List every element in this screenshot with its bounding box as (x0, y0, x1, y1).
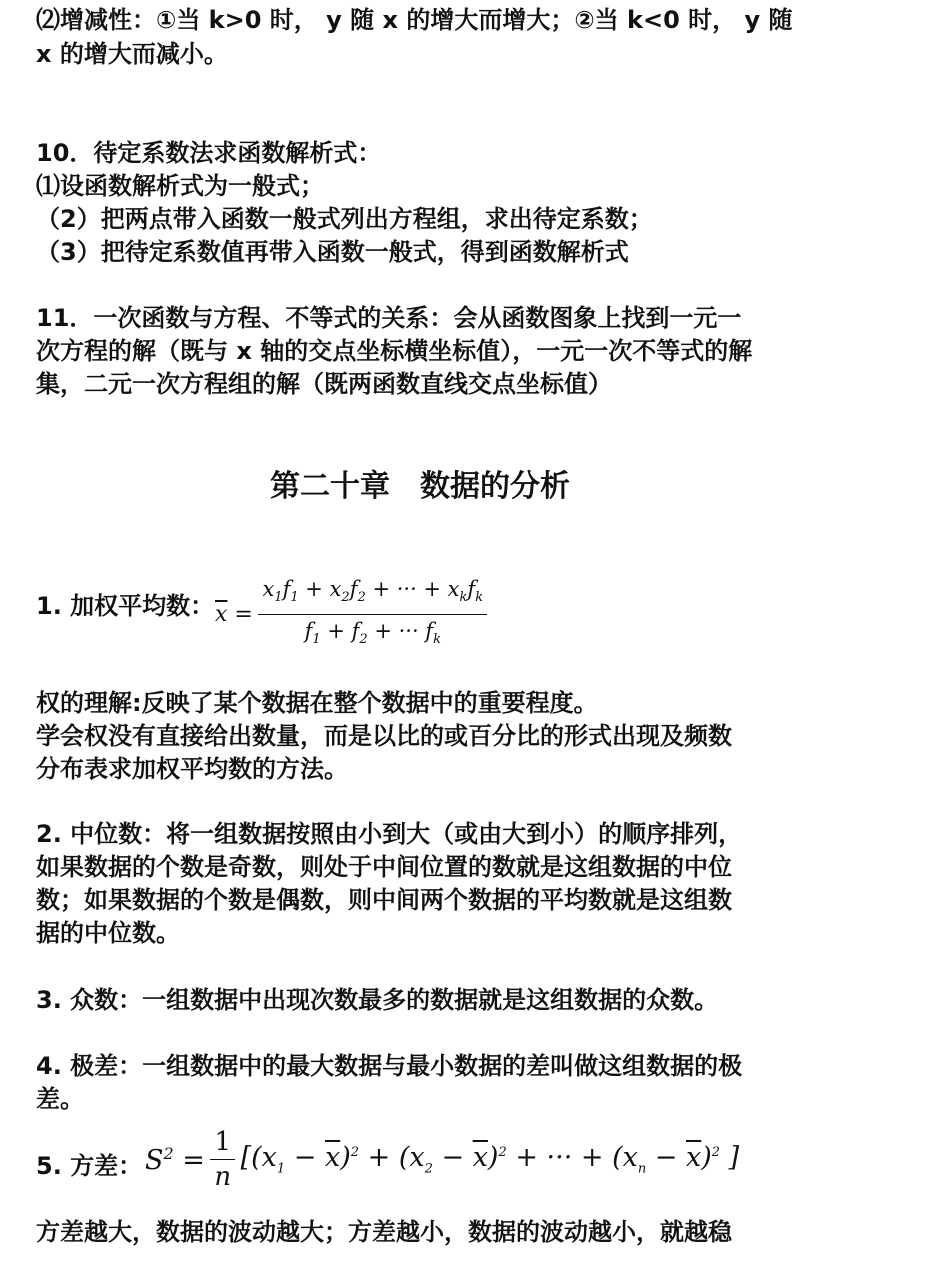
formula-body: [$(x_1 - \overline{x})^2 + (x_2 - \overline{x})^2$ + ··· + $(x_n - \overline{x})^2$ ] (240, 1142, 740, 1177)
formula-lhs: $S^2$ = (145, 1143, 205, 1176)
text-line: ⑴设函数解析式为一般式； (36, 172, 324, 200)
text-line: 5. 方差： (36, 1152, 143, 1180)
text-line: 据的中位数。 (36, 919, 180, 947)
text-line: 分布表求加权平均数的方法。 (36, 755, 348, 783)
text-line: 2. 中位数：将一组数据按照由小到大（或由大到小）的顺序排列， (36, 820, 743, 848)
weighted-mean-formula (215, 573, 487, 656)
text-line: 次方程的解（既与 x 轴的交点坐标横坐标值），一元一次不等式的解 (36, 337, 753, 365)
text-line: 如果数据的个数是奇数，则处于中间位置的数就是这组数据的中位 (36, 853, 732, 881)
text-line: （2）把两点带入函数一般式列出方程组，求出待定系数； (36, 205, 653, 233)
text-line: 3. 众数：一组数据中出现次数最多的数据就是这组数据的众数。 (36, 986, 719, 1014)
chapter-title: 第二十章 数据的分析 (270, 469, 570, 504)
text-line: 差。 (36, 1085, 84, 1113)
text-line: 权的理解:反映了某个数据在整个数据中的重要程度。 (36, 689, 598, 717)
text-line: 数；如果数据的个数是偶数，则中间两个数据的平均数就是这组数 (36, 886, 732, 914)
text-line: x 的增大而减小。 (36, 40, 228, 68)
formula-lhs: $\overline{x}$ = (215, 602, 253, 628)
text-line: 集，二元一次方程组的解（既两函数直线交点坐标值） (36, 370, 612, 398)
section-heading: 10．待定系数法求函数解析式： (36, 139, 382, 167)
variance-formula (145, 1125, 739, 1194)
text-line: 学会权没有直接给出数量，而是以比的或百分比的形式出现及频数 (36, 722, 732, 750)
formula-fraction: $\frac{1}{n}$ (210, 1125, 235, 1194)
text-line: ⑵增减性：①当 k>0 时， y 随 x 的增大而增大；②当 k<0 时， y 随 (36, 6, 793, 34)
text-line: 11．一次函数与方程、不等式的关系：会从函数图象上找到一元一 (36, 304, 742, 332)
text-line: 方差越大，数据的波动越大；方差越小，数据的波动越小，就越稳 (36, 1218, 732, 1246)
text-line: 1. 加权平均数： (36, 592, 215, 620)
formula-fraction: $\frac{x_1f_1 + x_2f_2 + \cdot\cdot\cdot + x_kf_k}{f_1 + f_2 + \cdot\cdot\cdot f_k}$ (258, 573, 487, 656)
text-line: （3）把待定系数值再带入函数一般式，得到函数解析式 (36, 238, 629, 266)
text-line: 4. 极差：一组数据中的最大数据与最小数据的差叫做这组数据的极 (36, 1052, 743, 1080)
